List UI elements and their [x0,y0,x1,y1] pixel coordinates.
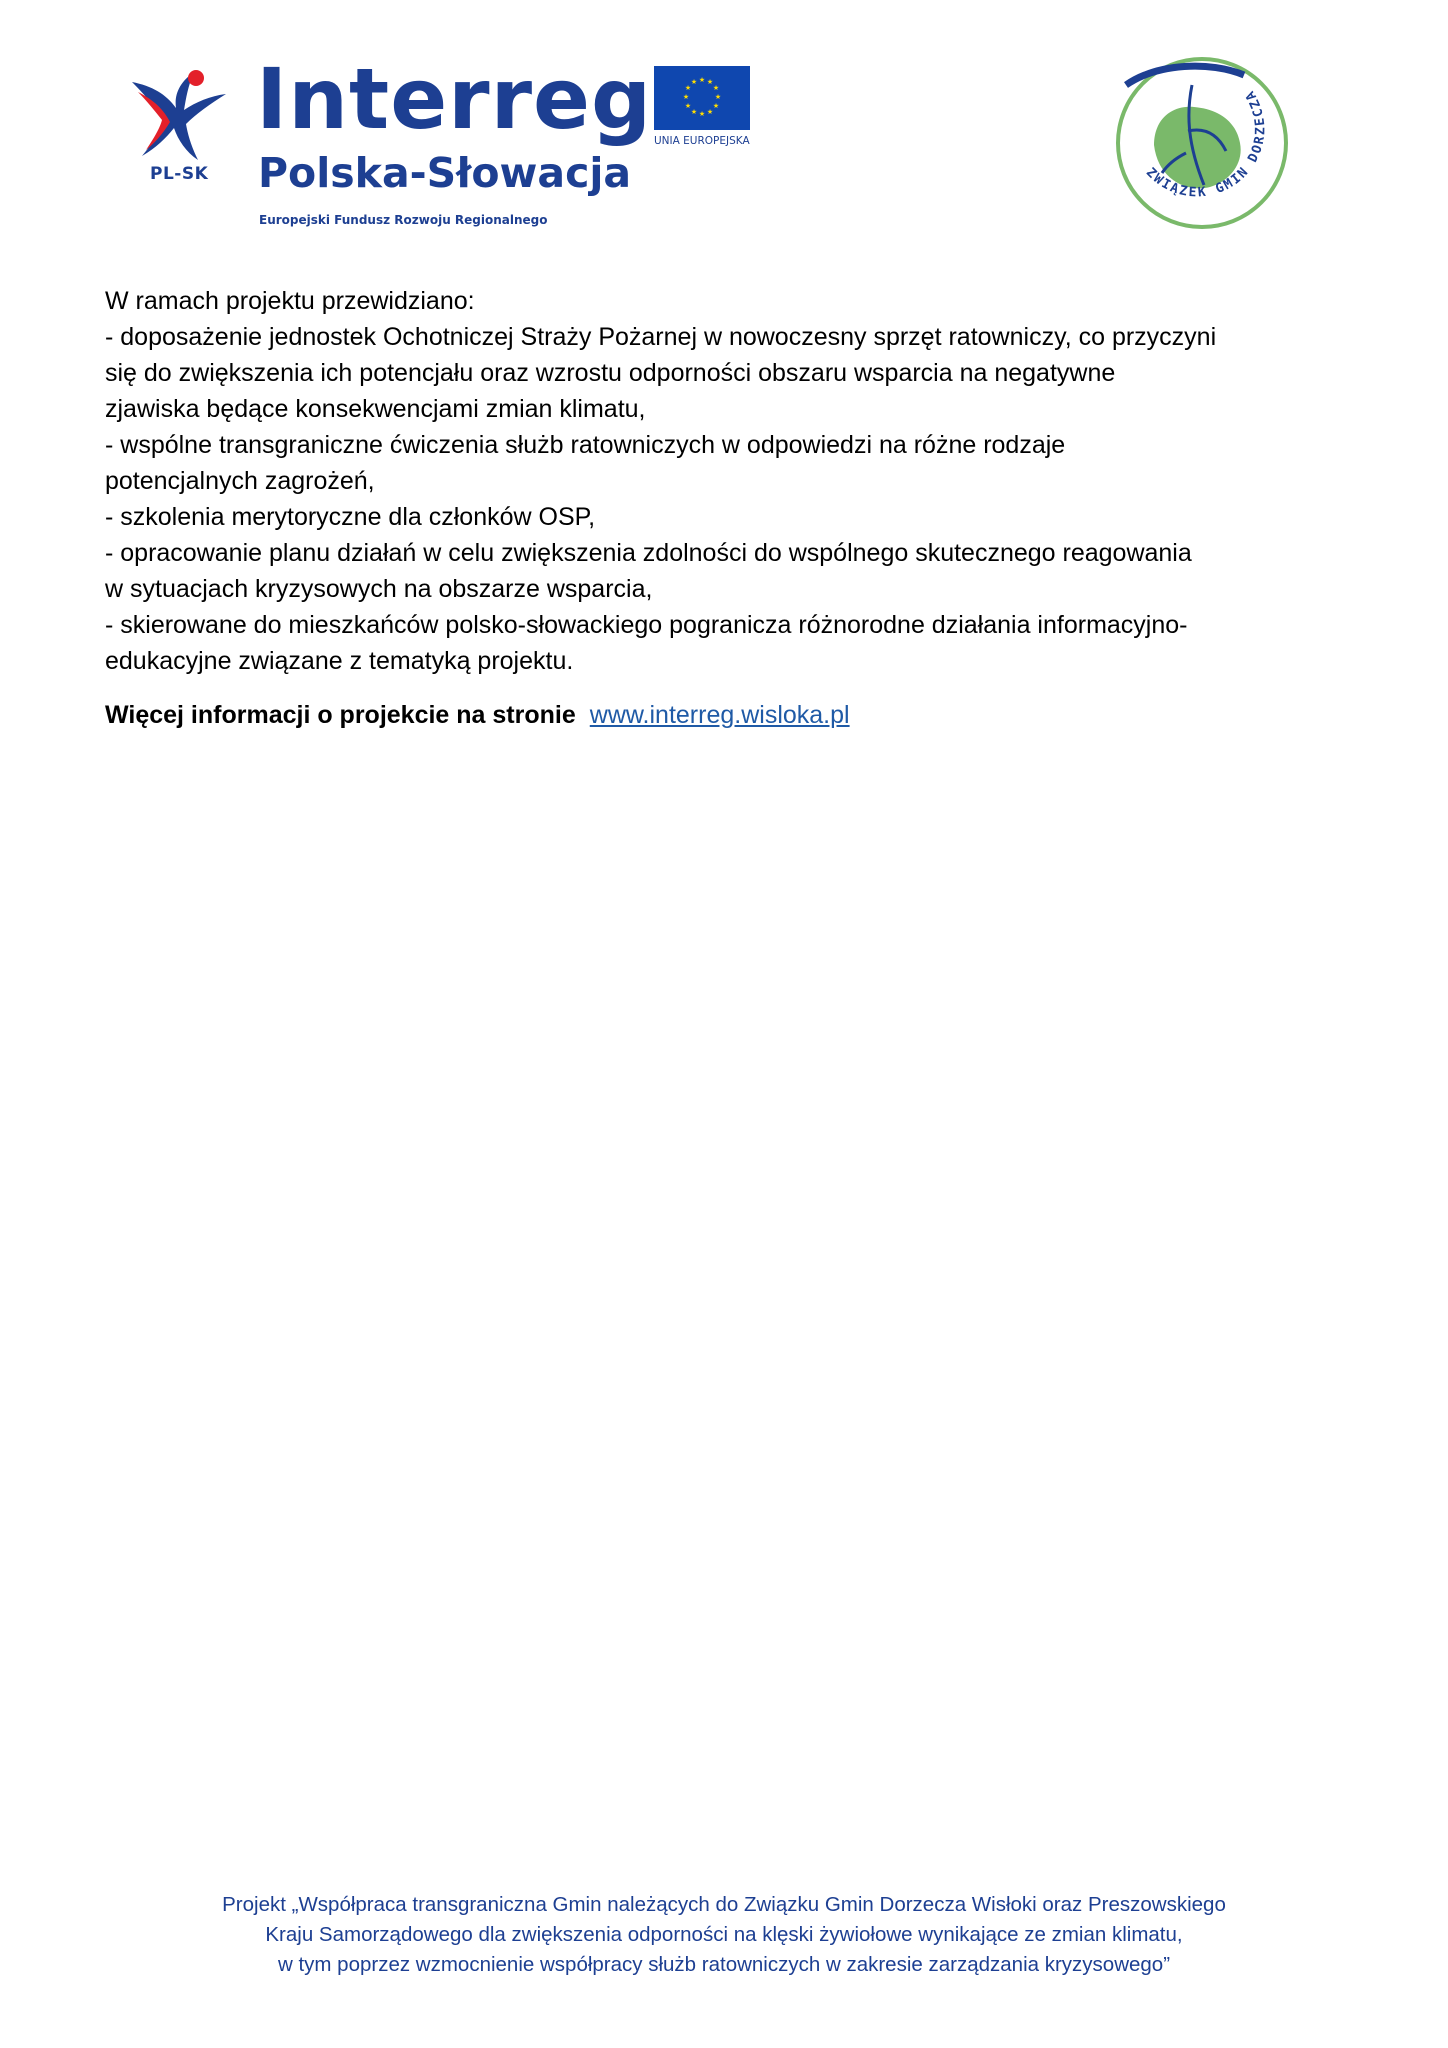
svg-text:★: ★ [712,102,720,110]
svg-text:★: ★ [682,93,690,101]
content-line: potencjalnych zagrożeń, [105,467,375,495]
eu-label: UNIA EUROPEJSKA [654,135,750,147]
svg-text:★: ★ [690,78,698,86]
footer-line: Projekt „Współpraca transgraniczna Gmin należących do Związku Gmin Dorzecza Wisłoki oraz Preszowskiego [222,1893,1226,1916]
zgdw-label: ZWIĄZEK GMIN DORZECZA [1142,86,1269,201]
main-content [105,283,1305,733]
eu-flag-icon [654,66,750,130]
interreg-logo-word: Interreg [256,50,653,148]
svg-text:★: ★ [714,93,722,101]
content-line: - szkolenia merytoryczne dla członków OSP, [105,503,596,531]
svg-text:★: ★ [712,84,720,92]
svg-text:★: ★ [706,78,714,86]
more-info [105,697,1305,733]
page-header [0,0,1448,250]
content-line: się do zwiększenia ich potencjału oraz wzrostu odporności obszaru wsparcia na negatywne [105,359,1116,387]
svg-text:★: ★ [706,108,714,116]
page-footer [0,1890,1448,1980]
pl-sk-logo [124,64,234,194]
footer-line: w tym poprzez wzmocnienie współpracy służb ratowniczych w zakresie zarządzania kryzysowego” [277,1953,1171,1976]
interreg-fund-name: Europejski Fundusz Rozwoju Regionalnego [259,213,548,227]
content-line: zjawiska będące konsekwencjami zmian klimatu, [105,395,646,423]
pl-sk-figure-icon [124,64,234,174]
footer-line: Kraju Samorządowego dla zwiększenia odporności na klęski żywiołowe wynikające ze zmian klimatu, [265,1923,1183,1946]
svg-text:★: ★ [684,102,692,110]
svg-text:★: ★ [690,108,698,116]
content-line: - skierowane do mieszkańców polsko-słowackiego pogranicza różnorodne działania informacyjno- [105,611,1188,639]
content-line: w sytuacjach kryzysowych na obszarze wsparcia, [105,575,653,603]
content-line: - wspólne transgraniczne ćwiczenia służb ratowniczych w odpowiedzi na różne rodzaje [105,431,1066,459]
svg-text:★: ★ [698,76,706,84]
zgdw-logo [1114,55,1290,231]
interreg-program-name: Polska-Słowacja [258,149,632,197]
content-line: - doposażenie jednostek Ochotniczej Straży Pożarnej w nowoczesny sprzęt ratowniczy, co przyczyni [105,323,1217,351]
content-line: edukacyjne związane z tematyką projektu. [105,647,574,675]
pl-sk-label: PL-SK [150,164,209,184]
content-line: - opracowanie planu działań w celu zwiększenia zdolności do wspólnego skutecznego reagowania [105,539,1192,567]
svg-text:★: ★ [684,84,692,92]
more-info-label: Więcej informacji o projekcie na stronie [105,701,576,729]
zgdw-emblem-icon [1114,55,1290,231]
intro-text: W ramach projektu przewidziano: [105,287,475,315]
svg-text:★: ★ [698,110,706,118]
eu-logo [654,66,750,152]
project-website-link[interactable]: www.interreg.wisloka.pl [589,701,850,729]
